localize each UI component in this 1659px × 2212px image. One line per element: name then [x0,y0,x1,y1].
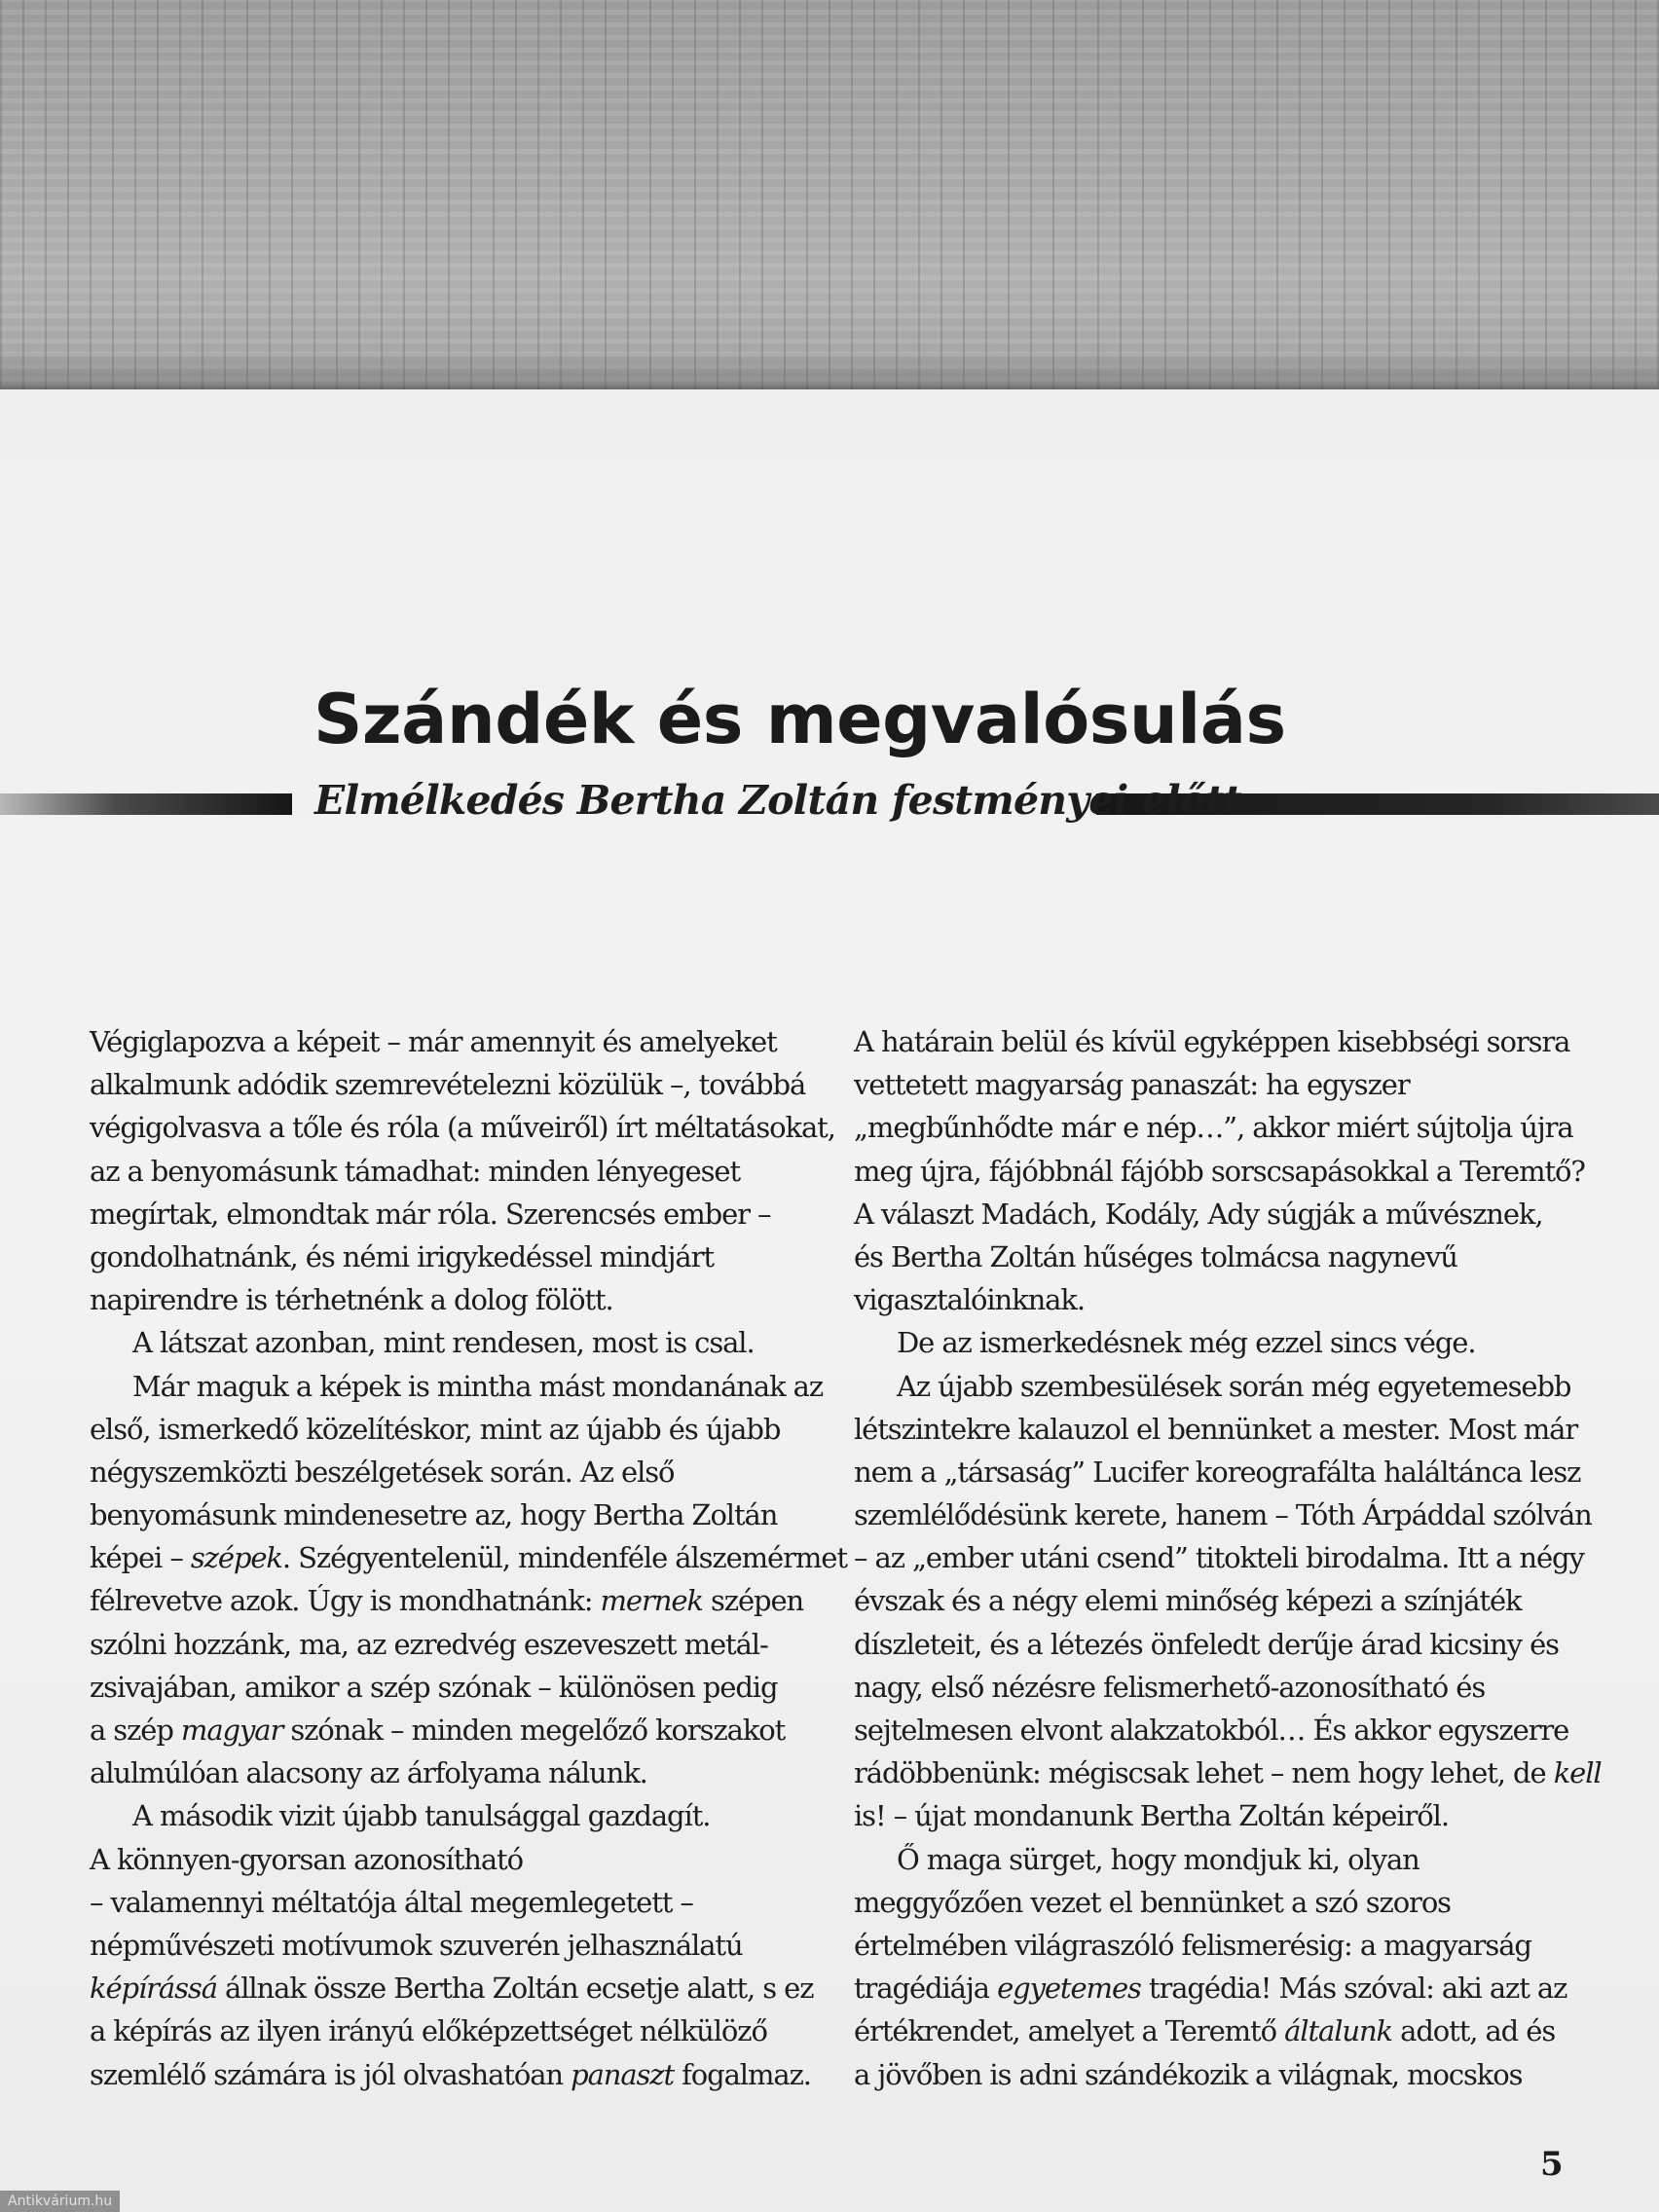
text-segment: szemlélő számára is jól olvashatóan [90,2057,571,2091]
text-line [854,1106,1573,1149]
text-line [90,1150,800,1193]
text-line [854,1150,1585,1193]
page-edge-shadow [0,350,1659,394]
text-segment: gondolhatnánk, és némi irigykedéssel mindjárt [90,1239,714,1273]
text-segment: népművészeti motívumok szuverén jelhasználatú [90,1928,743,1962]
text-line [854,1063,1565,1106]
text-segment: De az ismerkedésnek még ezzel sincs vége. [897,1326,1476,1360]
text-segment: szemlélődésünk kerete, hanem – Tóth Árpáddal szólván [854,1498,1592,1532]
page-title: Szándék és megvalósulás [313,680,1286,759]
text-segment: képei – [90,1541,191,1575]
text-column-left [90,1020,847,2096]
text-segment: is! – újat mondanunk Bertha Zoltán képeiről. [854,1799,1449,1833]
text-segment: A könnyen-gyorsan azonosítható [90,1842,523,1876]
text-segment: értelmében világraszóló felismerésig: a magyarság [854,1928,1531,1962]
text-line [90,1924,800,1967]
text-segment: nem a „társaság” Lucifer koreografálta haláltánca lesz [854,1455,1581,1489]
text-segment: félrevetve azok. Úgy is mondhatnánk: [90,1584,601,1618]
text-line [854,1623,1565,1666]
text-line [90,1106,835,1149]
text-segment: . Szégyentelenül, mindenféle álszemérmet [281,1541,847,1575]
text-line [90,1666,800,1709]
text-segment: vettetett magyarság panaszát: ha egyszer [854,1068,1410,1102]
text-segment: létszintekre kalauzol el bennünket a mester. Most már [854,1412,1578,1446]
text-line [90,1321,800,1364]
text-segment: első, ismerkedő közelítéskor, mint az újabb és újabb [90,1412,781,1446]
text-line [90,1278,800,1321]
text-segment: nagy, első nézésre felismerhető-azonosítható és [854,1670,1486,1704]
text-line [854,1924,1565,1967]
text-segment: a képírás az ilyen irányú előképzettséget nélkülöző [90,2014,767,2048]
text-segment: adott, ad és [1392,2014,1556,2048]
text-segment: A második vizit újabb tanulsággal gazdagít. [132,1799,711,1833]
emphasis-text: egyetemes [997,1972,1141,2006]
text-segment: értékrendet, amelyet a Teremtő [854,2014,1285,2048]
text-line [854,1751,1602,1794]
text-segment: meg újra, fájóbbnál fájóbb sorscsapásokkal a Teremtő? [854,1154,1585,1188]
text-segment: az a benyomásunk támadhat: minden lényegeset [90,1154,741,1188]
text-line [854,1321,1565,1364]
text-line [854,1666,1565,1709]
text-segment: megírtak, elmondtak már róla. Szerencsés ember – [90,1197,771,1231]
text-segment: Az újabb szembesülések során még egyetemesebb [897,1369,1571,1403]
text-line [90,2009,800,2052]
text-line [854,1536,1584,1579]
emphasis-text: kell [1553,1756,1602,1790]
text-line [854,1408,1578,1451]
page-subtitle: Elmélkedés Bertha Zoltán festményei előtt [314,777,1241,824]
text-line [90,1709,800,1751]
page-number: 5 [1540,2145,1564,2184]
text-line [854,1794,1565,1837]
text-line [854,1881,1565,1924]
text-segment: – valamennyi méltatója által megemlegetett – [90,1885,693,1919]
decorative-rule-left [0,793,292,815]
text-segment: zsivajában, amikor a szép szónak – különösen pedig [90,1670,778,1704]
text-line [854,1020,1570,1063]
text-line [90,1451,800,1493]
text-line [90,1967,814,2009]
text-segment: négyszemközti beszélgetések során. Az első [90,1455,675,1489]
text-segment: „megbűnhődte már e nép…”, akkor miért sújtolja újra [854,1111,1573,1145]
text-line [854,2009,1565,2052]
emphasis-text: általunk [1284,2014,1393,2048]
watermark: Antikvárium.hu [0,2191,120,2212]
text-line [90,1408,800,1451]
text-segment: tragédia! Más szóval: aki azt az [1140,1972,1567,2006]
text-column-right [854,1020,1602,2096]
text-line [854,1278,1565,1321]
text-line [854,1709,1569,1751]
text-segment: Ő maga sürget, hogy mondjuk ki, olyan [897,1842,1419,1876]
text-line [90,1020,800,1063]
text-line [90,2053,811,2096]
text-line [854,1365,1571,1408]
text-segment: vigasztalóinknak. [854,1283,1085,1317]
text-segment: A határain belül és kívül egyképpen kisebbségi sorsra [854,1025,1570,1058]
text-segment: benyomásunk mindenesetre az, hogy Bertha Zoltán [90,1498,778,1532]
text-segment: tragédiája [854,1972,998,2006]
text-line [90,1794,800,1837]
text-line [90,1536,847,1579]
text-segment: évszak és a négy elemi minőség képezi a színjáték [854,1584,1522,1618]
text-segment: állnak össze Bertha Zoltán ecsetje alatt, s ez [216,1972,814,2006]
text-segment: – az „ember utáni csend” titokteli birodalma. Itt a négy [854,1541,1584,1575]
text-line [90,1881,800,1924]
emphasis-text: szépek [190,1541,282,1575]
text-line [854,2053,1565,2096]
text-line [90,1493,800,1536]
text-segment: díszleteit, és a létezés önfeledt derűje árad kicsiny és [854,1627,1559,1661]
text-line [854,1451,1581,1493]
text-segment: szólni hozzánk, ma, az ezredvég eszeveszett metál- [90,1627,768,1661]
text-segment: A látszat azonban, mint rendesen, most is csal. [132,1326,755,1360]
text-segment: a szép [90,1714,181,1747]
text-line [90,1751,800,1794]
text-segment: és Bertha Zoltán hűséges tolmácsa nagynevű [854,1239,1457,1273]
emphasis-text: képírássá [90,1972,217,2006]
text-line [90,1623,800,1666]
text-segment: végigolvasva a tőle és róla (a műveiről) írt méltatásokat, [90,1111,835,1145]
text-line [90,1838,800,1881]
text-segment: A választ Madách, Kodály, Ady súgják a művésznek, [854,1197,1543,1231]
text-line [854,1579,1565,1622]
text-segment: napirendre is térhetnénk a dolog fölött. [90,1283,613,1317]
text-segment: sejtelmesen elvont alakzatokból… És akkor egyszerre [854,1714,1569,1747]
text-line [854,1967,1565,2009]
text-segment: szépen [702,1584,804,1618]
text-line [90,1579,804,1622]
text-segment: alulmúlóan alacsony az árfolyama nálunk. [90,1756,647,1790]
text-line [90,1235,800,1278]
text-line [90,1193,800,1235]
emphasis-text: panaszt [571,2057,675,2091]
text-line [854,1193,1565,1235]
text-segment: Már maguk a képek is mintha mást mondanának az [132,1369,824,1403]
text-segment: meggyőzően vezet el bennünket a szó szoros [854,1885,1451,1919]
background-surface [0,0,1659,394]
text-line [854,1493,1592,1536]
text-line [854,1235,1565,1278]
text-segment: szónak – minden megelőző korszakot [282,1714,786,1747]
text-line [90,1365,824,1408]
text-line [854,1838,1565,1881]
text-segment: fogalmaz. [674,2057,811,2091]
text-segment: Végiglapozva a képeit – már amennyit és amelyeket [90,1025,777,1058]
text-segment: alkalmunk adódik szemrevételezni közülük –, továbbá [90,1068,806,1102]
text-segment: rádöbbenünk: mégiscsak lehet – nem hogy lehet, de [854,1756,1554,1790]
text-line [90,1063,806,1106]
emphasis-text: magyar [180,1714,283,1747]
text-segment: a jövőben is adni szándékozik a világnak, mocskos [854,2057,1523,2091]
emphasis-text: mernek [600,1584,703,1618]
